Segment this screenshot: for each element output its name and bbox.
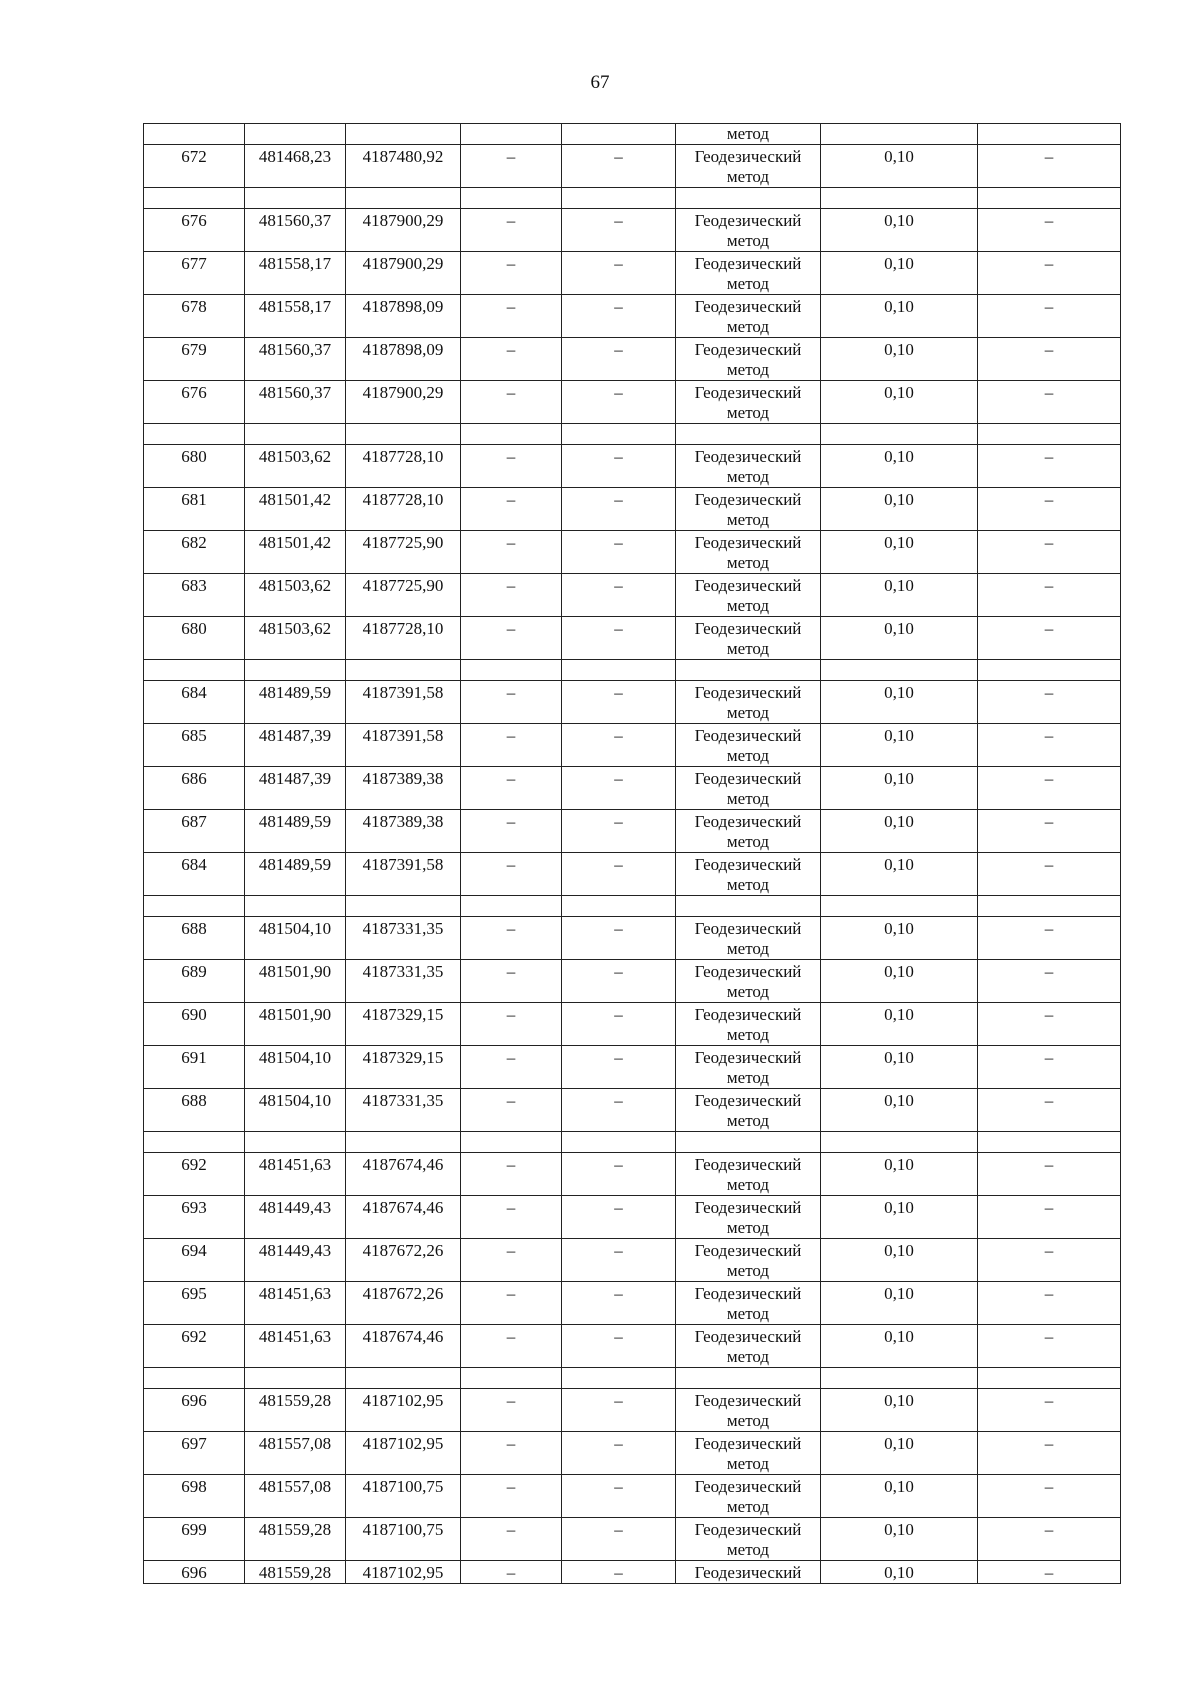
cell-acc: 0,10 xyxy=(821,1089,978,1132)
table-row xyxy=(144,1282,1121,1325)
cell-y: 4187728,10 xyxy=(346,617,461,660)
cell-x: 481451,63 xyxy=(245,1153,346,1196)
cell-n: 689 xyxy=(144,960,245,1003)
table-row xyxy=(144,1153,1121,1196)
cell-c4: – xyxy=(461,724,562,767)
cell-c5: – xyxy=(562,1046,676,1089)
cell-x: 481559,28 xyxy=(245,1561,346,1584)
cell-acc: 0,10 xyxy=(821,1432,978,1475)
cell-c8: – xyxy=(978,381,1121,424)
cell-c5: – xyxy=(562,1089,676,1132)
cell-acc: 0,10 xyxy=(821,1325,978,1368)
table-row xyxy=(144,381,1121,424)
cell-c4: – xyxy=(461,1325,562,1368)
method-cell: Геодезический метод xyxy=(676,681,821,724)
cell-acc: 0,10 xyxy=(821,767,978,810)
cell-x: 481451,63 xyxy=(245,1325,346,1368)
cell-c5: – xyxy=(562,1196,676,1239)
cell-y: 4187391,58 xyxy=(346,853,461,896)
cell-x: 481501,42 xyxy=(245,531,346,574)
table-row xyxy=(144,681,1121,724)
cell-acc: 0,10 xyxy=(821,381,978,424)
cell-x: 481489,59 xyxy=(245,681,346,724)
cell-acc: 0,10 xyxy=(821,445,978,488)
cell-y: 4187100,75 xyxy=(346,1475,461,1518)
cell-c5: – xyxy=(562,810,676,853)
method-cell: Геодезический xyxy=(676,1561,821,1584)
cell-n: 690 xyxy=(144,1003,245,1046)
cell-c4: – xyxy=(461,1046,562,1089)
cell-y: 4187725,90 xyxy=(346,574,461,617)
cell-c5: – xyxy=(562,767,676,810)
cell-acc: 0,10 xyxy=(821,810,978,853)
cell-c5: – xyxy=(562,917,676,960)
cell-acc: 0,10 xyxy=(821,574,978,617)
cell-n: 692 xyxy=(144,1325,245,1368)
method-cell: Геодезический метод xyxy=(676,531,821,574)
cell-n: 687 xyxy=(144,810,245,853)
cell-c4: – xyxy=(461,617,562,660)
method-cell: Геодезический метод xyxy=(676,1282,821,1325)
cell-c8: – xyxy=(978,1046,1121,1089)
table-row xyxy=(144,853,1121,896)
cell-c4: – xyxy=(461,960,562,1003)
method-cell: Геодезический метод xyxy=(676,252,821,295)
cell-c8: – xyxy=(978,1389,1121,1432)
method-cell: Геодезический метод xyxy=(676,1003,821,1046)
cell-c4: – xyxy=(461,338,562,381)
cell-c8: – xyxy=(978,1561,1121,1584)
table-row xyxy=(144,960,1121,1003)
cell-n: 672 xyxy=(144,145,245,188)
cell-acc: 0,10 xyxy=(821,1153,978,1196)
method-cell: Геодезический метод xyxy=(676,767,821,810)
cell-c8: – xyxy=(978,1475,1121,1518)
cell-c5: – xyxy=(562,531,676,574)
table-row xyxy=(144,445,1121,488)
cell-y: 4187672,26 xyxy=(346,1239,461,1282)
cell-c8: – xyxy=(978,531,1121,574)
cell-c5: – xyxy=(562,1239,676,1282)
cell-c4: – xyxy=(461,1003,562,1046)
cell-n: 684 xyxy=(144,853,245,896)
cell-c8: – xyxy=(978,853,1121,896)
cell-y: 4187672,26 xyxy=(346,1282,461,1325)
cell-c5: – xyxy=(562,1153,676,1196)
cell-x: 481449,43 xyxy=(245,1239,346,1282)
cell-acc: 0,10 xyxy=(821,617,978,660)
cell-acc: 0,10 xyxy=(821,1475,978,1518)
cell-n: 676 xyxy=(144,381,245,424)
table-row xyxy=(144,1518,1121,1561)
cell-c5: – xyxy=(562,853,676,896)
cell-acc: 0,10 xyxy=(821,338,978,381)
cell-c8: – xyxy=(978,1432,1121,1475)
method-cell: Геодезический метод xyxy=(676,1089,821,1132)
cell-c5: – xyxy=(562,295,676,338)
cell-x: 481558,17 xyxy=(245,252,346,295)
cell-acc: 0,10 xyxy=(821,1239,978,1282)
cell-x: 481559,28 xyxy=(245,1518,346,1561)
cell-acc: 0,10 xyxy=(821,209,978,252)
cell-n: 677 xyxy=(144,252,245,295)
method-cell: Геодезический метод xyxy=(676,295,821,338)
cell-x: 481503,62 xyxy=(245,574,346,617)
cell-c8: – xyxy=(978,1325,1121,1368)
cell-y: 4187389,38 xyxy=(346,767,461,810)
cell-n: 688 xyxy=(144,917,245,960)
cell-n: 686 xyxy=(144,767,245,810)
cell-y: 4187900,29 xyxy=(346,252,461,295)
table-separator-row xyxy=(144,1368,1121,1389)
cell-x: 481504,10 xyxy=(245,1046,346,1089)
method-cell: Геодезический метод xyxy=(676,1239,821,1282)
cell-c5: – xyxy=(562,1475,676,1518)
cell-acc: 0,10 xyxy=(821,1518,978,1561)
cell-x: 481560,37 xyxy=(245,338,346,381)
cell-x: 481558,17 xyxy=(245,295,346,338)
method-cell: Геодезический метод xyxy=(676,617,821,660)
cell-y: 4187728,10 xyxy=(346,488,461,531)
cell-x: 481560,37 xyxy=(245,381,346,424)
cell-y: 4187391,58 xyxy=(346,724,461,767)
cell-y: 4187391,58 xyxy=(346,681,461,724)
cell-c8: – xyxy=(978,1089,1121,1132)
cell-c4: – xyxy=(461,209,562,252)
cell-c8: – xyxy=(978,617,1121,660)
cell-c5: – xyxy=(562,681,676,724)
cell-n: 684 xyxy=(144,681,245,724)
table-row xyxy=(144,488,1121,531)
cell-n: 698 xyxy=(144,1475,245,1518)
cell-c8: – xyxy=(978,295,1121,338)
table-row xyxy=(144,724,1121,767)
cell-n: 696 xyxy=(144,1389,245,1432)
cell-x: 481560,37 xyxy=(245,209,346,252)
method-cell: Геодезический метод xyxy=(676,445,821,488)
method-cell: Геодезический метод xyxy=(676,1389,821,1432)
cell-c4: – xyxy=(461,853,562,896)
cell-y: 4187898,09 xyxy=(346,295,461,338)
cell-c5: – xyxy=(562,252,676,295)
cell-acc: 0,10 xyxy=(821,295,978,338)
table-row xyxy=(144,338,1121,381)
cell-y: 4187100,75 xyxy=(346,1518,461,1561)
table-row xyxy=(144,1475,1121,1518)
cell-c8: – xyxy=(978,810,1121,853)
cell-c5: – xyxy=(562,1003,676,1046)
cell-c5: – xyxy=(562,574,676,617)
cell-y: 4187389,38 xyxy=(346,810,461,853)
cell-n: 696 xyxy=(144,1561,245,1584)
cell-x: 481501,42 xyxy=(245,488,346,531)
cell-c5: – xyxy=(562,1389,676,1432)
cell-c4: – xyxy=(461,488,562,531)
table-row xyxy=(144,209,1121,252)
table-row xyxy=(144,810,1121,853)
cell-c8: – xyxy=(978,1003,1121,1046)
table-row xyxy=(144,1089,1121,1132)
cell-c8: – xyxy=(978,445,1121,488)
cell-c8: – xyxy=(978,574,1121,617)
cell-c4: – xyxy=(461,767,562,810)
method-cell: Геодезический метод xyxy=(676,1153,821,1196)
cell-x: 481501,90 xyxy=(245,960,346,1003)
cell-c4: – xyxy=(461,917,562,960)
method-cell: метод xyxy=(676,124,821,145)
cell-y: 4187900,29 xyxy=(346,209,461,252)
cell-y: 4187102,95 xyxy=(346,1389,461,1432)
table-body xyxy=(144,124,1121,1584)
table-row xyxy=(144,145,1121,188)
cell-c4: – xyxy=(461,1282,562,1325)
cell-c5: – xyxy=(562,960,676,1003)
cell-y: 4187898,09 xyxy=(346,338,461,381)
table-row xyxy=(144,295,1121,338)
cell-n: 678 xyxy=(144,295,245,338)
cell-n: 683 xyxy=(144,574,245,617)
table-row xyxy=(144,1389,1121,1432)
method-cell: Геодезический метод xyxy=(676,1046,821,1089)
cell-n: 681 xyxy=(144,488,245,531)
table-row xyxy=(144,1239,1121,1282)
table-row xyxy=(144,1561,1121,1584)
method-cell: Геодезический метод xyxy=(676,1196,821,1239)
cell-x: 481503,62 xyxy=(245,445,346,488)
method-cell: Геодезический метод xyxy=(676,810,821,853)
cell-c4: – xyxy=(461,145,562,188)
cell-x: 481487,39 xyxy=(245,724,346,767)
cell-c8: – xyxy=(978,960,1121,1003)
cell-y: 4187331,35 xyxy=(346,917,461,960)
cell-c8: – xyxy=(978,724,1121,767)
cell-x: 481504,10 xyxy=(245,917,346,960)
method-cell: Геодезический метод xyxy=(676,381,821,424)
cell-c4: – xyxy=(461,252,562,295)
cell-x: 481489,59 xyxy=(245,810,346,853)
method-cell: Геодезический метод xyxy=(676,1432,821,1475)
cell-n: 676 xyxy=(144,209,245,252)
cell-c4: – xyxy=(461,445,562,488)
cell-n: 682 xyxy=(144,531,245,574)
cell-c4: – xyxy=(461,1153,562,1196)
cell-c4: – xyxy=(461,1518,562,1561)
cell-acc: 0,10 xyxy=(821,1196,978,1239)
table-row xyxy=(144,1196,1121,1239)
cell-c8: – xyxy=(978,767,1121,810)
cell-n: 699 xyxy=(144,1518,245,1561)
cell-x: 481501,90 xyxy=(245,1003,346,1046)
cell-y: 4187900,29 xyxy=(346,381,461,424)
table-row xyxy=(144,252,1121,295)
cell-y: 4187331,35 xyxy=(346,1089,461,1132)
cell-acc: 0,10 xyxy=(821,488,978,531)
cell-y: 4187728,10 xyxy=(346,445,461,488)
method-cell: Геодезический метод xyxy=(676,917,821,960)
cell-c5: – xyxy=(562,617,676,660)
cell-c5: – xyxy=(562,1282,676,1325)
cell-x: 481557,08 xyxy=(245,1432,346,1475)
cell-n: 692 xyxy=(144,1153,245,1196)
cell-x: 481449,43 xyxy=(245,1196,346,1239)
cell-c4: – xyxy=(461,1561,562,1584)
cell-c8: – xyxy=(978,338,1121,381)
cell-acc: 0,10 xyxy=(821,1389,978,1432)
cell-acc: 0,10 xyxy=(821,531,978,574)
cell-y: 4187331,35 xyxy=(346,960,461,1003)
cell-c4: – xyxy=(461,1196,562,1239)
cell-c8: – xyxy=(978,1239,1121,1282)
cell-c5: – xyxy=(562,724,676,767)
cell-y: 4187480,92 xyxy=(346,145,461,188)
cell-c5: – xyxy=(562,209,676,252)
cell-c8: – xyxy=(978,1518,1121,1561)
cell-acc: 0,10 xyxy=(821,1561,978,1584)
method-cell: Геодезический метод xyxy=(676,209,821,252)
cell-n: 680 xyxy=(144,617,245,660)
cell-c5: – xyxy=(562,1561,676,1584)
page-number: 67 xyxy=(590,72,610,93)
cell-c4: – xyxy=(461,810,562,853)
cell-c4: – xyxy=(461,1089,562,1132)
cell-y: 4187102,95 xyxy=(346,1561,461,1584)
table-separator-row xyxy=(144,1132,1121,1153)
cell-c5: – xyxy=(562,145,676,188)
cell-acc: 0,10 xyxy=(821,853,978,896)
cell-c8: – xyxy=(978,1196,1121,1239)
cell-y: 4187329,15 xyxy=(346,1046,461,1089)
method-cell: Геодезический метод xyxy=(676,853,821,896)
cell-x: 481557,08 xyxy=(245,1475,346,1518)
cell-c5: – xyxy=(562,381,676,424)
cell-n: 693 xyxy=(144,1196,245,1239)
cell-c4: – xyxy=(461,381,562,424)
cell-c4: – xyxy=(461,574,562,617)
table-separator-row xyxy=(144,188,1121,209)
cell-y: 4187329,15 xyxy=(346,1003,461,1046)
cell-c8: – xyxy=(978,681,1121,724)
cell-n: 691 xyxy=(144,1046,245,1089)
cell-y: 4187725,90 xyxy=(346,531,461,574)
cell-y: 4187674,46 xyxy=(346,1196,461,1239)
coordinates-table xyxy=(143,123,1121,1584)
method-cell: Геодезический метод xyxy=(676,338,821,381)
cell-c8: – xyxy=(978,1282,1121,1325)
table-separator-row xyxy=(144,424,1121,445)
table-row xyxy=(144,1432,1121,1475)
cell-c4: – xyxy=(461,681,562,724)
cell-n: 697 xyxy=(144,1432,245,1475)
cell-n: 694 xyxy=(144,1239,245,1282)
cell-y: 4187674,46 xyxy=(346,1325,461,1368)
cell-c8: – xyxy=(978,1153,1121,1196)
cell-x: 481503,62 xyxy=(245,617,346,660)
cell-n: 685 xyxy=(144,724,245,767)
table-separator-row xyxy=(144,660,1121,681)
cell-c5: – xyxy=(562,338,676,381)
cell-acc: 0,10 xyxy=(821,1282,978,1325)
method-cell: Геодезический метод xyxy=(676,960,821,1003)
method-cell: Геодезический метод xyxy=(676,574,821,617)
cell-x: 481559,28 xyxy=(245,1389,346,1432)
table-row xyxy=(144,917,1121,960)
table-row xyxy=(144,574,1121,617)
cell-c4: – xyxy=(461,1389,562,1432)
cell-acc: 0,10 xyxy=(821,1046,978,1089)
cell-acc: 0,10 xyxy=(821,1003,978,1046)
cell-c5: – xyxy=(562,1432,676,1475)
method-cell: Геодезический метод xyxy=(676,724,821,767)
method-cell: Геодезический метод xyxy=(676,1518,821,1561)
method-cell: Геодезический метод xyxy=(676,488,821,531)
cell-acc: 0,10 xyxy=(821,145,978,188)
method-cell: Геодезический метод xyxy=(676,1475,821,1518)
cell-c8: – xyxy=(978,488,1121,531)
table-separator-row xyxy=(144,896,1121,917)
cell-acc: 0,10 xyxy=(821,724,978,767)
cell-x: 481489,59 xyxy=(245,853,346,896)
table-row xyxy=(144,767,1121,810)
cell-c8: – xyxy=(978,145,1121,188)
cell-y: 4187674,46 xyxy=(346,1153,461,1196)
cell-acc: 0,10 xyxy=(821,917,978,960)
cell-x: 481487,39 xyxy=(245,767,346,810)
cell-x: 481451,63 xyxy=(245,1282,346,1325)
table-row xyxy=(144,1003,1121,1046)
cell-c5: – xyxy=(562,488,676,531)
table-row xyxy=(144,531,1121,574)
cell-x: 481468,23 xyxy=(245,145,346,188)
cell-c8: – xyxy=(978,917,1121,960)
cell-acc: 0,10 xyxy=(821,681,978,724)
cell-c4: – xyxy=(461,295,562,338)
cell-c4: – xyxy=(461,1432,562,1475)
cell-n: 679 xyxy=(144,338,245,381)
cell-c8: – xyxy=(978,209,1121,252)
cell-acc: 0,10 xyxy=(821,252,978,295)
cell-c5: – xyxy=(562,445,676,488)
cell-c4: – xyxy=(461,531,562,574)
cell-n: 695 xyxy=(144,1282,245,1325)
method-cell: Геодезический метод xyxy=(676,145,821,188)
table-row-fragment xyxy=(144,124,1121,145)
cell-acc: 0,10 xyxy=(821,960,978,1003)
method-cell: Геодезический метод xyxy=(676,1325,821,1368)
cell-x: 481504,10 xyxy=(245,1089,346,1132)
cell-c8: – xyxy=(978,252,1121,295)
cell-c4: – xyxy=(461,1475,562,1518)
cell-y: 4187102,95 xyxy=(346,1432,461,1475)
table-row xyxy=(144,1325,1121,1368)
cell-n: 680 xyxy=(144,445,245,488)
table-row xyxy=(144,617,1121,660)
cell-c5: – xyxy=(562,1518,676,1561)
table-row xyxy=(144,1046,1121,1089)
cell-c5: – xyxy=(562,1325,676,1368)
cell-c4: – xyxy=(461,1239,562,1282)
cell-n: 688 xyxy=(144,1089,245,1132)
